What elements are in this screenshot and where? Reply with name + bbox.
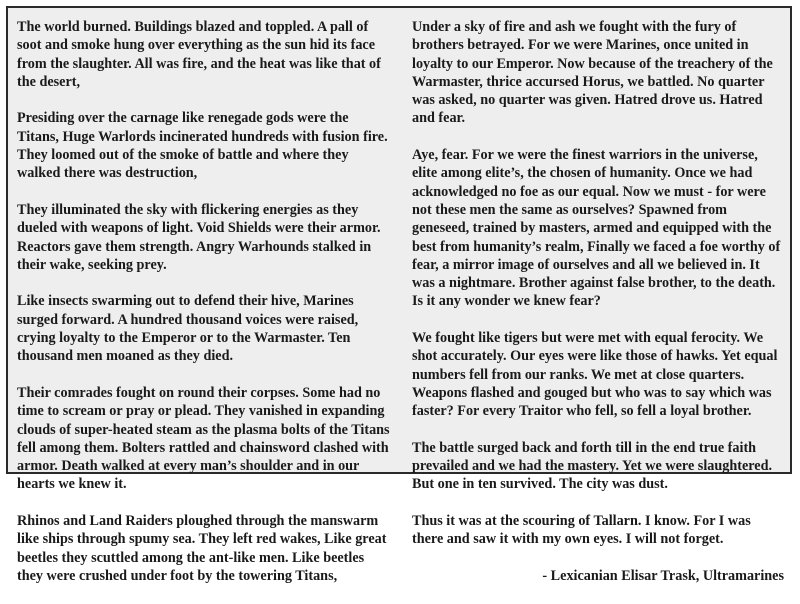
left-column [17,18,393,604]
right-column [412,18,784,604]
paragraph: They illuminated the sky with flickering energies as they dueled with weapons of light. Void Shields were their armor. Reactors gave them strength. Angry Warhounds stalked in their wake, seeking prey. [17,201,381,273]
paragraph: Presiding over the carnage like renegade gods were the Titans, Huge Warlords incinerated hundreds with fusion fire. They loomed out of the smoke of battle and where they walked there was destruction, [17,110,388,182]
paragraph: We fought like tigers but were met with equal ferocity. We shot accurately. Our eyes were like those of hawks. Yet equal numbers fell from our ranks. We met at close quarters. Weapons flashed and gouged but who was to say which was faster? For every Traitor who fell, so fell a loyal brother. [412,330,778,420]
paragraph: The world burned. Buildings blazed and toppled. A pall of soot and smoke hung over everything as the sun hid its face from the slaughter. All was fire, and the heat was like that of the desert, [17,19,381,90]
paragraph: Thus it was at the scouring of Tallarn. I know. For I was there and saw it with my own eyes. I will not forget. [412,513,751,548]
paragraph: Rhinos and Land Raiders ploughed through the manswarm like ships through spumy sea. They left red wakes, Like great beetles they scuttled among the ant-like men. Like beetles they were crushed under foot by the towering Titans, [17,513,387,584]
quote-panel [6,6,792,584]
paragraph: The battle surged back and forth till in the end true faith prevailed and we had the mastery. Yet we were slaughtered. But one in ten survived. The city was dust. [412,439,773,493]
paragraph: Under a sky of fire and ash we fought with the fury of brothers betrayed. For we were Marines, once united in loyalty to our Emperor. Now because of the treachery of the Warmaster, thrice accursed Horus, we battled. No quarter was asked, no quarter was given. Hatred drove us. Hatred and fear. [412,19,773,127]
paragraph: Like insects swarming out to defend their hive, Marines surged forward. A hundred thousand voices were raised, crying loyalty to the Emperor or to the Warmaster. Ten thousand men moaned as they died. [17,293,359,365]
paragraph: Aye, fear. For we were the finest warriors in the universe, elite among elite’s, the chosen of humanity. Once we had acknowledged no foe as our equal. Now we must - for were not these men the same as ourselves? Spawned from geneseed, trained by masters, armed and equipped with the best from humanity’s realm, Finally we faced a foe worthy of fear, a mirror image of ourselves and all we believed in. It was a nightmare. Brother against false brother, to the death. Is it any wonder we knew fear? [412,147,781,310]
attribution: - Lexicanian Elisar Trask, Ultramarines [542,567,784,584]
paragraph: Their comrades fought on round their corpses. Some had no time to scream or pray or plead. They vanished in expanding clouds of super-heated steam as the plasma bolts of the Titans fell among them. Bolters rattled and chainsword clashed with armor. Death walked at every man’s shoulder and in our hearts we knew it. [17,384,390,493]
